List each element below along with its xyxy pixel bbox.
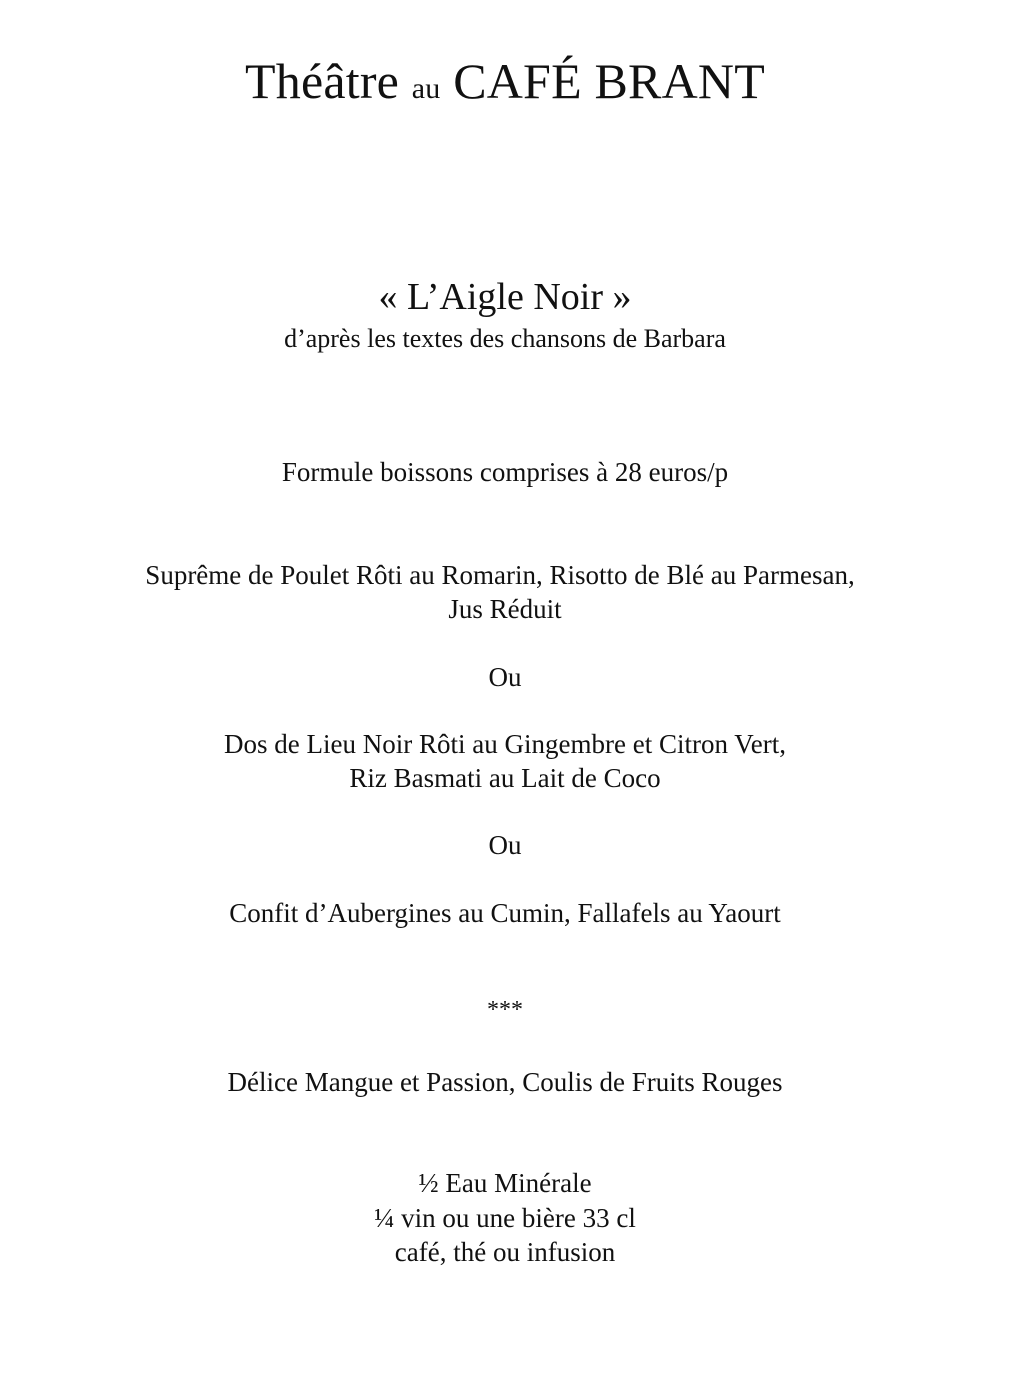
dish3: Confit d’Aubergines au Cumin, Fallafels au Yaourt <box>229 898 781 928</box>
title-au: au <box>411 72 441 105</box>
drink-wine-beer: ¼ vin ou une bière 33 cl <box>374 1203 636 1233</box>
separator-ou-2: Ou <box>488 830 522 860</box>
dessert: Délice Mangue et Passion, Coulis de Fruits Rouges <box>227 1067 783 1097</box>
drink-water: ½ Eau Minérale <box>418 1168 592 1198</box>
dish1-line1: Suprême de Poulet Rôti au Romarin, Risotto de Blé au Parmesan, <box>145 560 855 590</box>
dish2-line1: Dos de Lieu Noir Rôti au Gingembre et Citron Vert, <box>224 729 786 759</box>
stars-divider: *** <box>487 997 523 1023</box>
page-title <box>0 53 1010 109</box>
dish2-line2: Riz Basmati au Lait de Coco <box>349 763 661 793</box>
dish1-line2: Jus Réduit <box>448 594 562 624</box>
title-cafe-brant: CAFÉ BRANT <box>453 53 765 109</box>
separator-ou-1: Ou <box>488 662 522 692</box>
show-subtitle: d’après les textes des chansons de Barbara <box>284 324 726 353</box>
formule-price: Formule boissons comprises à 28 euros/p <box>281 457 729 487</box>
drink-coffee-tea: café, thé ou infusion <box>394 1237 616 1267</box>
title-theatre: Théâtre <box>245 53 400 109</box>
show-title: « L’Aigle Noir » <box>378 276 632 318</box>
